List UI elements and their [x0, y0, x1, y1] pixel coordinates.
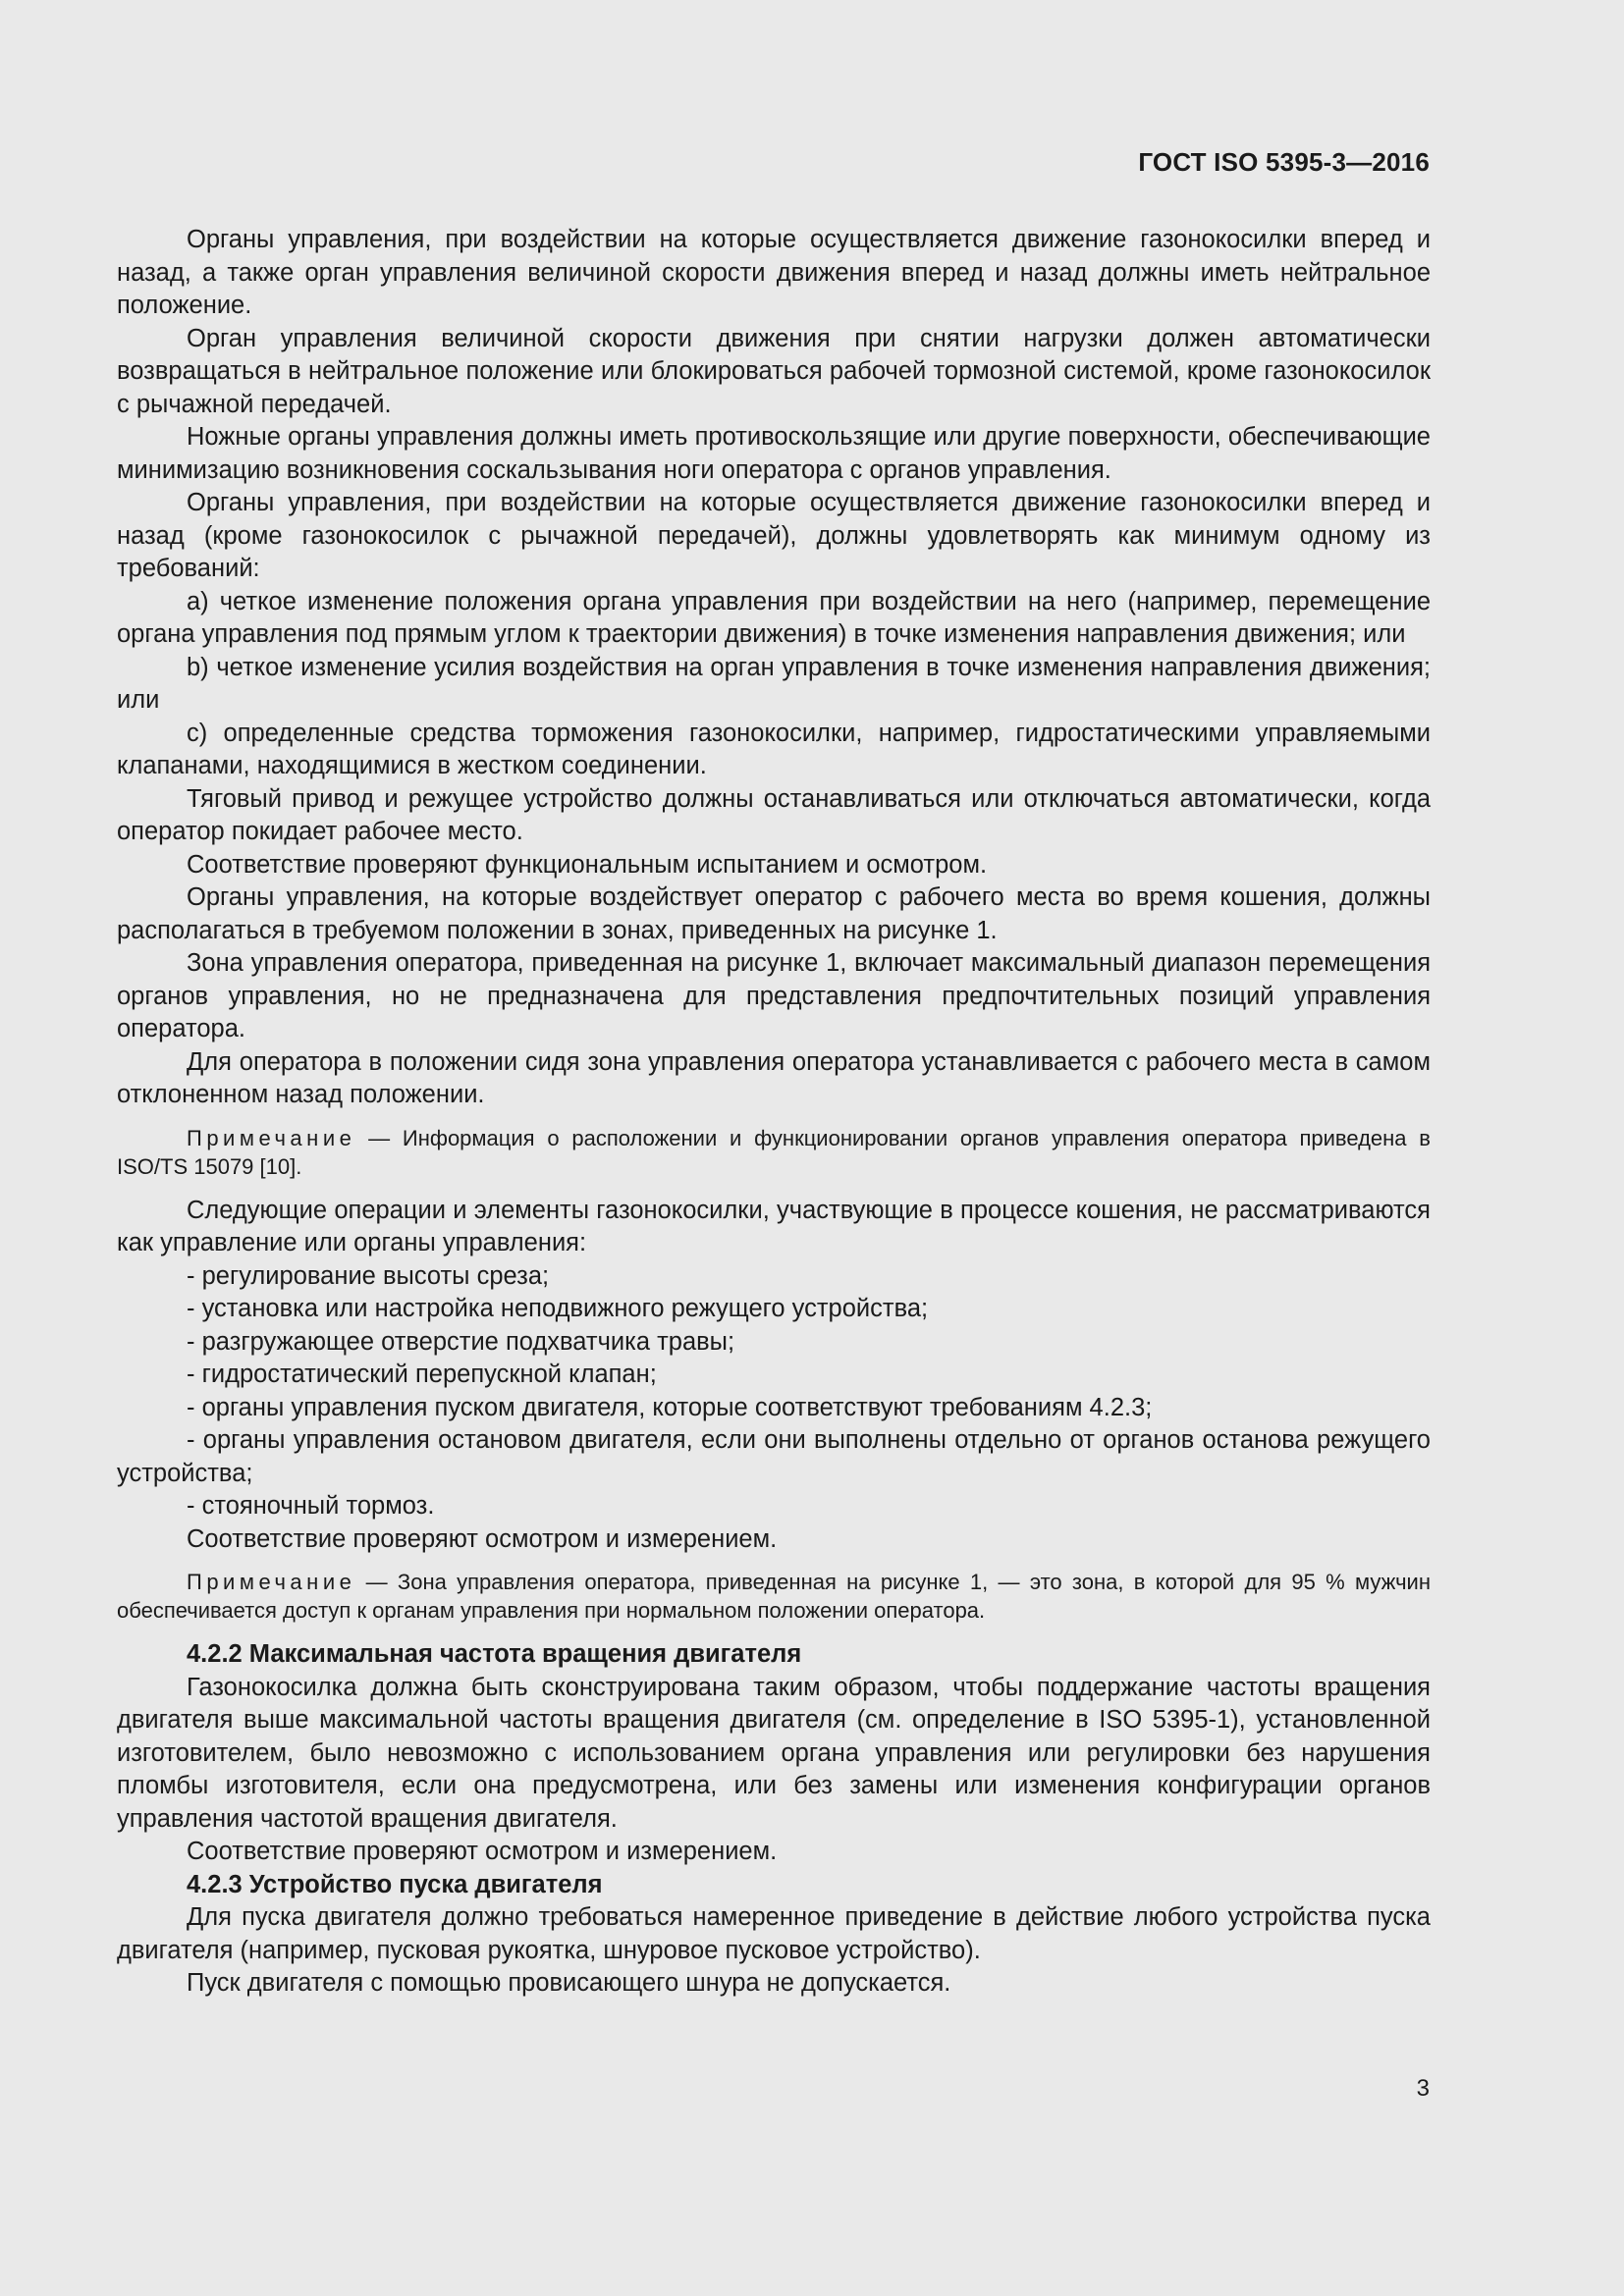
list-item: - стояночный тормоз. [187, 1492, 435, 1520]
list-item-b: b) четкое изменение усилия воздействия на орган управления в точке изменения направления движения; или [117, 653, 1431, 714]
page-number: 3 [1416, 2075, 1430, 2102]
note-label: Примечание [187, 1125, 356, 1150]
document-body [117, 224, 1431, 2001]
paragraph: Пуск двигателя с помощью провисающего шнура не допускается. [187, 1969, 951, 1997]
note-label: Примечание [187, 1570, 356, 1594]
list-item: - органы управления остановом двигателя, если они выполнены отдельно от органов останова режущего устройства; [117, 1426, 1431, 1487]
list-item-a: a) четкое изменение положения органа управления при воздействии на него (например, перемещение органа управления под прямым углом к траектории движения) в точке изменения направления движения; или [117, 587, 1431, 648]
list-item: - регулирование высоты среза; [187, 1261, 550, 1290]
note-text: — Зона управления оператора, приведенная на рисунке 1, — это зона, в которой для 95 % мужчин обеспечивается доступ к органам управления при нормальном положении оператора. [117, 1570, 1431, 1623]
list-item: - разгружающее отверстие подхватчика травы; [187, 1327, 735, 1356]
list-item-c: c) определенные средства торможения газонокосилки, например, гидростатическими управляемыми клапанами, находящимися в жестком соединении. [117, 719, 1431, 779]
paragraph: Газонокосилка должна быть сконструирована таким образом, чтобы поддержание частоты вращения двигателя выше максимальной частоты вращения двигателя (см. определение в ISO 5395-1), установленной изготовителем, было невозможно с использованием органа управления или регулировки без нарушения пломбы изготовителя, если она предусмотрена, или без замены или изменения конфигурации органов управления частотой вращения двигателя. [117, 1673, 1431, 1833]
list-item: - органы управления пуском двигателя, которые соответствуют требованиям 4.2.3; [187, 1393, 1153, 1421]
section-heading-4-2-2: 4.2.2 Максимальная частота вращения двигателя [187, 1640, 802, 1668]
paragraph: Зона управления оператора, приведенная на рисунке 1, включает максимальный диапазон перемещения органов управления, но не предназначена для представления предпочтительных позиций управления оператора. [117, 949, 1431, 1042]
paragraph: Орган управления величиной скорости движения при снятии нагрузки должен автоматически возвращаться в нейтральное положение или блокироваться рабочей тормозной системой, кроме газонокосилок с рычажной передачей. [117, 324, 1431, 418]
standard-id-header: ГОСТ ISO 5395-3—2016 [1138, 147, 1430, 177]
paragraph: Для оператора в положении сидя зона управления оператора устанавливается с рабочего места в самом отклоненном назад положении. [117, 1047, 1431, 1108]
paragraph: Соответствие проверяют функциональным испытанием и осмотром. [187, 850, 988, 879]
note [117, 1568, 1431, 1625]
list-item: - гидростатический перепускной клапан; [187, 1361, 657, 1388]
paragraph: Следующие операции и элементы газонокосилки, участвующие в процессе кошения, не рассматриваются как управление или органы управления: [117, 1196, 1431, 1256]
paragraph: Органы управления, на которые воздействует оператор с рабочего места во время кошения, должны располагаться в требуемом положении в зонах, приведенных на рисунке 1. [117, 883, 1431, 944]
paragraph: Соответствие проверяют осмотром и измерением. [187, 1838, 778, 1865]
note-text: — Информация о расположении и функционировании органов управления оператора приведена в ISO/TS 15079 [10]. [117, 1125, 1431, 1179]
paragraph: Соответствие проверяют осмотром и измерением. [187, 1524, 778, 1553]
section-heading-4-2-3: 4.2.3 Устройство пуска двигателя [187, 1870, 603, 1898]
paragraph: Ножные органы управления должны иметь противоскользящие или другие поверхности, обеспечивающие минимизацию возникновения соскальзывания ноги оператора с органов управления. [117, 423, 1431, 484]
paragraph: Органы управления, при воздействии на которые осуществляется движение газонокосилки вперед и назад (кроме газонокосилок с рычажной передачей), должны удовлетворять как минимум одному из требований: [117, 489, 1431, 582]
paragraph: Для пуска двигателя должно требоваться намеренное приведение в действие любого устройства пуска двигателя (например, пусковая рукоятка, шнуровое пусковое устройство). [117, 1903, 1431, 1964]
paragraph: Органы управления, при воздействии на которые осуществляется движение газонокосилки вперед и назад, а также орган управления величиной скорости движения вперед и назад должны иметь нейтральное положение. [117, 226, 1431, 319]
note [117, 1124, 1431, 1181]
paragraph: Тяговый привод и режущее устройство должны останавливаться или отключаться автоматически, когда оператор покидает рабочее место. [117, 784, 1431, 845]
list-item: - установка или настройка неподвижного режущего устройства; [187, 1295, 929, 1322]
